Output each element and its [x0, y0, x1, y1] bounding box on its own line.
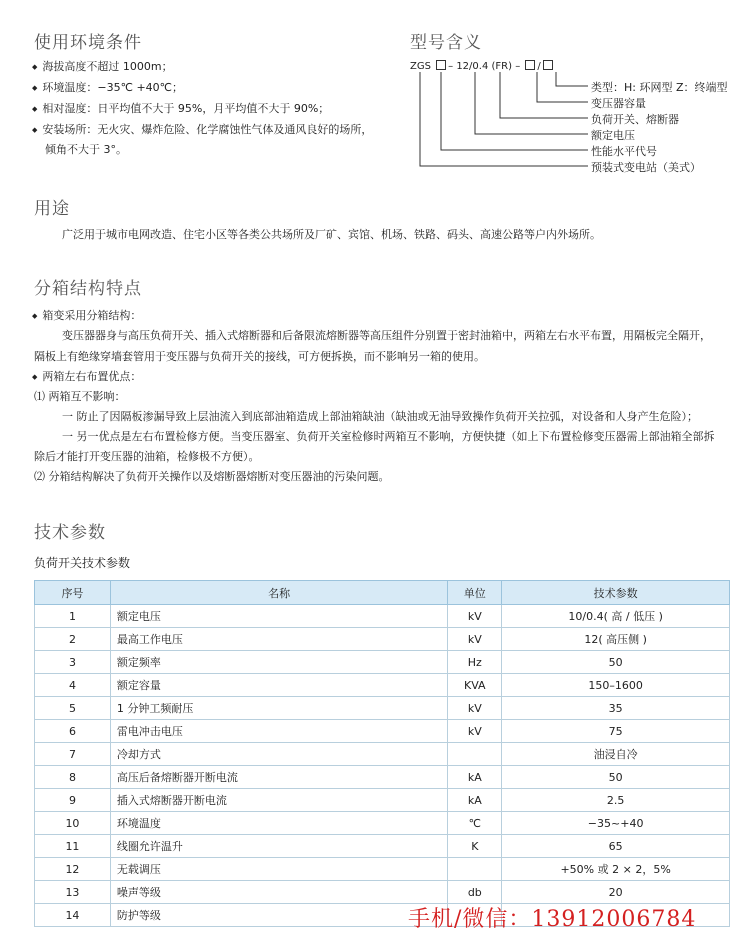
- model-code-fr: (FR) –: [491, 61, 521, 72]
- table-row: 9 插入式熔断器开断电流 kA 2.5: [35, 789, 730, 812]
- usage-title: 用途: [34, 199, 70, 219]
- struct-title: 分箱结构特点: [34, 279, 142, 299]
- env-item-altitude: ◆ 海拔高度不超过 1000m；: [32, 59, 173, 76]
- model-label-type: 类型：H: 环网型 Z：终端型: [591, 81, 728, 94]
- table-row: 10 环境温度 ℃ −35~+40: [35, 812, 730, 835]
- model-label-substation: 预装式变电站（美式）: [591, 161, 701, 174]
- tech-table: [34, 580, 730, 927]
- table-row: 13 噪声等级 db 20: [35, 881, 730, 904]
- env-item-humidity: ◆ 相对湿度：日平均值不大于 95%，月平均值不大于 90%；: [32, 101, 329, 118]
- struct-detail-2b: 除后才能打开变压器的油箱，检修极不方便）。: [34, 450, 260, 463]
- model-label-capacity: 变压器容量: [591, 97, 646, 110]
- table-row: 4 额定容量 KVA 150–1600: [35, 674, 730, 697]
- table-row: 5 1 分钟工频耐压 kV 35: [35, 697, 730, 720]
- env-item-temperature: ◆ 环境温度：−35℃ +40℃；: [32, 80, 183, 97]
- model-label-level: 性能水平代号: [591, 145, 657, 158]
- table-row: 2 最高工作电压 kV 12( 高压侧 ): [35, 628, 730, 651]
- struct-detail-1: 一 防止了因隔板渗漏导致上层油流入到底部油箱造成上部油箱缺油（缺油或无油导致操作负荷开关拉弧，对设备和人身产生危险）；: [62, 410, 698, 423]
- table-row: 12 无载调压 +50% 或 2 × 2，5%: [35, 858, 730, 881]
- model-label-switch: 负荷开关、熔断器: [591, 113, 679, 126]
- model-code-prefix: ZGS: [410, 61, 431, 72]
- model-box-3: [543, 60, 553, 70]
- header-value: 技术参数: [502, 581, 730, 605]
- env-item-location-cont: 倾角不大于 3°。: [45, 143, 127, 156]
- table-row: 11 线圈允许温升 K 65: [35, 835, 730, 858]
- struct-para-1a: 变压器器身与高压负荷开关、插入式熔断器和后备限流熔断器等高压组件分别置于密封油箱中，两箱左右水平布置，用隔板完全隔开，: [62, 329, 711, 342]
- tech-subtitle: 负荷开关技术参数: [34, 556, 131, 570]
- struct-bullet-2: ◆ 两箱左右布置优点：: [32, 369, 141, 386]
- table-row: 6 雷电冲击电压 kV 75: [35, 720, 730, 743]
- struct-numbered-1: ⑴ 两箱互不影响：: [34, 390, 126, 403]
- table-row: 1 额定电压 kV 10/0.4( 高 / 低压 ): [35, 605, 730, 628]
- header-index: 序号: [35, 581, 111, 605]
- usage-text: 广泛用于城市电网改造、住宅小区等各类公共场所及厂矿、宾馆、机场、铁路、码头、高速公路等户内外场所。: [62, 228, 601, 241]
- table-row: 8 高压后备熔断器开断电流 kA 50: [35, 766, 730, 789]
- model-title: 型号含义: [410, 33, 482, 53]
- contact-watermark: 手机/微信：13912006784: [408, 907, 697, 932]
- struct-bullet-1: ◆ 箱变采用分箱结构：: [32, 308, 141, 325]
- struct-numbered-2: ⑵ 分箱结构解决了负荷开关操作以及熔断器熔断对变压器油的污染问题。: [34, 470, 390, 483]
- header-unit: 单位: [448, 581, 502, 605]
- model-code-mid: – 12/0.4: [448, 61, 489, 72]
- model-code-slash: /: [537, 61, 541, 72]
- model-label-voltage: 额定电压: [591, 129, 635, 142]
- struct-detail-2a: 一 另一优点是左右布置检修方便。当变压器室、负荷开关室检修时两箱互不影响，方便快捷（如上下布置检修变压器需上部油箱全部拆: [62, 430, 715, 443]
- struct-para-1b: 隔板上有绝缘穿墙套管用于变压器与负荷开关的接线，可方便拆换，而不影响另一箱的使用。: [34, 350, 485, 363]
- model-bracket-lines: [405, 70, 595, 180]
- table-row: 14 防护等级: [35, 904, 730, 927]
- table-header-row: [35, 581, 730, 605]
- model-box-1: [436, 60, 446, 70]
- table-row: 7 冷却方式 油浸自冷: [35, 743, 730, 766]
- model-box-2: [525, 60, 535, 70]
- header-name: 名称: [110, 581, 447, 605]
- env-title: 使用环境条件: [34, 33, 142, 53]
- table-row: 3 额定频率 Hz 50: [35, 651, 730, 674]
- tech-title: 技术参数: [34, 523, 106, 543]
- env-item-location: ◆ 安装场所：无火灾、爆炸危险、化学腐蚀性气体及通风良好的场所，: [32, 122, 372, 139]
